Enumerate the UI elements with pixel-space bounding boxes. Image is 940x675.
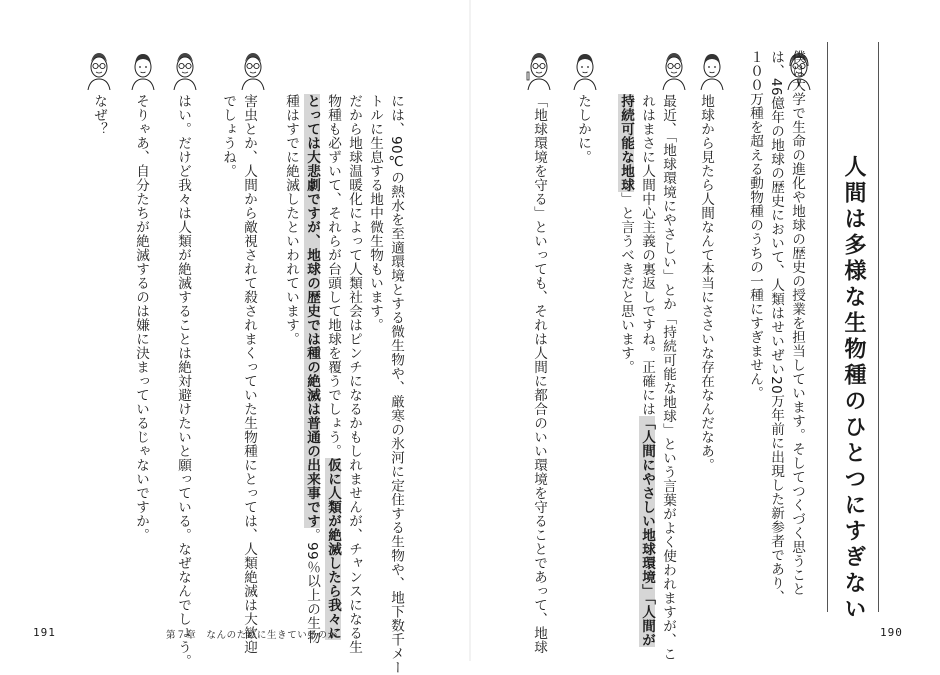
text-line: なぜ？ (91, 94, 107, 136)
highlighted-text: 「人間にやさしい地球環境」「人間が (639, 416, 655, 648)
speaker-avatar-glasses-man (238, 50, 268, 90)
glasses-man-icon (170, 50, 200, 90)
page-gutter (469, 0, 471, 661)
speaker-avatar-young-man (128, 50, 158, 90)
section-heading: 人間は多様な生物種のひとつにすぎない (841, 155, 866, 623)
glasses-man-icon (659, 50, 689, 90)
page-number-left: 191 (33, 626, 56, 639)
speech-block-right-3 (615, 94, 678, 661)
text-fragment: 」と言うべきだと思います。 (618, 192, 634, 374)
text-line: 「地球環境を守る」といっても、それは人間に都合のいい環境を守ることであって、地球 (531, 94, 547, 654)
text-line: でしょうね。 (220, 94, 236, 178)
text-line (615, 94, 636, 661)
text-line: 僕は大学で生命の進化や地球の歴史の授業を担当しています。そしてつくづく思うこと (789, 50, 805, 596)
speech-block-left-1 (280, 94, 406, 675)
speech-block-left-3 (172, 94, 193, 668)
text-line: だから地球温暖化によって人類社会はピンチになるかもしれませんが、チャンスになる生 (346, 94, 362, 654)
highlighted-text: とっては大悲劇ですが、地球の歴史では種の絶滅は普通の出来事です (304, 94, 320, 528)
text-line: は、46億年の地球の歴史において、人類はせいぜい20万年前に出現した新参者であり、 (768, 50, 784, 605)
speech-block-right-5 (528, 94, 549, 654)
speaker-avatar-glasses-man (170, 50, 200, 90)
text-line (636, 94, 657, 661)
text-line: 地球から見たら人間なんて本当にささいな存在なんだなあ。 (698, 94, 714, 472)
text-line: トルに生息する地中微生物もいます。 (367, 94, 383, 332)
speaker-avatar-young-man (697, 50, 727, 90)
speech-block-right-2 (695, 94, 716, 472)
text-line: たしかに。 (575, 94, 591, 164)
text-line: 害虫とか、人間から敵視されて殺されまくっていた生物種にとっては、人類絶滅は大歓迎 (241, 94, 257, 654)
speech-block-right-1 (744, 50, 807, 604)
speaker-avatar-young-man (570, 50, 600, 90)
text-line: 最近、「地球環境にやさしい」とか「持続可能な地球」という言葉がよく使われますが、こ (660, 94, 676, 662)
text-fragment: 物種も必ずいて、それらが台頭して地球を覆うでしょう。 (325, 94, 341, 458)
text-line (322, 94, 343, 675)
text-line (301, 94, 322, 675)
text-line: 種はすでに絶滅したといわれています。 (283, 94, 299, 346)
speech-block-left-5 (88, 94, 109, 136)
glasses-man-icon (238, 50, 268, 90)
page-number-right: 190 (880, 626, 903, 639)
text-line: には、90℃の熱水を至適環境とする微生物や、厳寒の氷河に定住する生物や、地下数千メー (388, 94, 404, 675)
text-fragment: れはまさに人間中心主義の裏返しですね。正確には (639, 94, 655, 416)
text-line: はい。だけど我々は人類が絶滅することは絶対避けたいと願っている。なぜなんでしょう。 (175, 94, 191, 668)
speech-block-left-2 (217, 94, 259, 654)
speaker-avatar-glasses-man (84, 50, 114, 90)
young-man-icon (697, 50, 727, 90)
text-line: そりゃあ、自分たちが絶滅するのは嫌に決まっているじゃないですか。 (133, 94, 149, 542)
text-fragment: 。99％以上の生物 (304, 528, 320, 645)
text-line: １００万種を超える動物種のうちの一種にすぎません。 (747, 50, 763, 400)
glasses-man-icon (84, 50, 114, 90)
running-head: 第７章 なんのために生きているのか (166, 630, 338, 641)
young-man-icon (570, 50, 600, 90)
speaker-avatar-glasses-man (659, 50, 689, 90)
young-man-icon (128, 50, 158, 90)
speaker-avatar-glasses-man-pointing (524, 50, 554, 90)
highlighted-text: 仮に人類が絶滅したら我々に (325, 458, 341, 640)
speech-block-right-4 (572, 94, 593, 164)
highlighted-text: 持続可能な地球 (618, 94, 634, 192)
speech-block-left-4 (130, 94, 151, 542)
glasses-man-pointing-icon (524, 50, 554, 90)
